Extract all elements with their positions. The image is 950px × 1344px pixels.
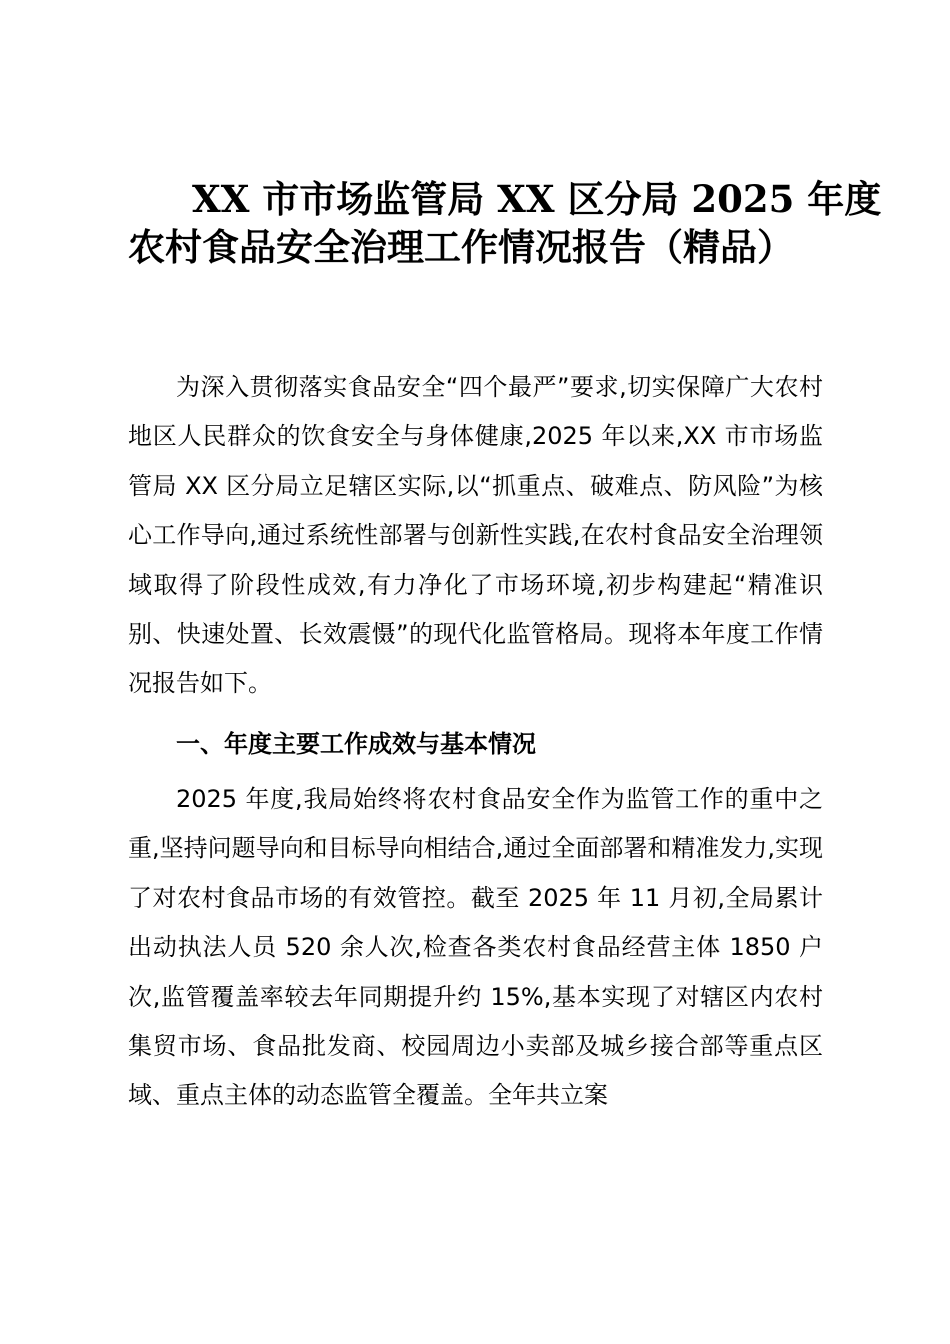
body-paragraph: 2025 年度,我局始终将农村食品安全作为监管工作的重中之重,坚持问题导向和目标导向相结合,通过全面部署和精准发力,实现了对农村食品市场的有效管控。截至 2025 年 11 月初,全局累计出动执法人员 520 余人次,检查各类农村食品经营主体 1850 户次,监管覆盖率较去年同期提升约 15%,基本实现了对辖区内农村集贸市场、食品批发商、校园周边小卖部及城乡接合部等重点区域、重点主体的动态监管全覆盖。全年共立案 xyxy=(128,785,823,1110)
intro-paragraph: 为深入贯彻落实食品安全“四个最严”要求,切实保障广大农村地区人民群众的饮食安全与身体健康,2025 年以来,XX 市市场监管局 XX 区分局立足辖区实际,以“抓重点、破难点、防风险”为核心工作导向,通过系统性部署与创新性实践,在农村食品安全治理领域取得了阶段性成效,有力净化了市场环境,初步构建起“精准识别、快速处置、长效震慑”的现代化监管格局。现将本年度工作情况报告如下。 xyxy=(128,373,823,698)
document-title-line-2: 农村食品安全治理工作情况报告（精品） xyxy=(128,225,794,269)
document-title-line-1: XX 市市场监管局 XX 区分局 2025 年度 xyxy=(192,177,882,221)
section-heading: 一、年度主要工作成效与基本情况 xyxy=(176,730,536,758)
